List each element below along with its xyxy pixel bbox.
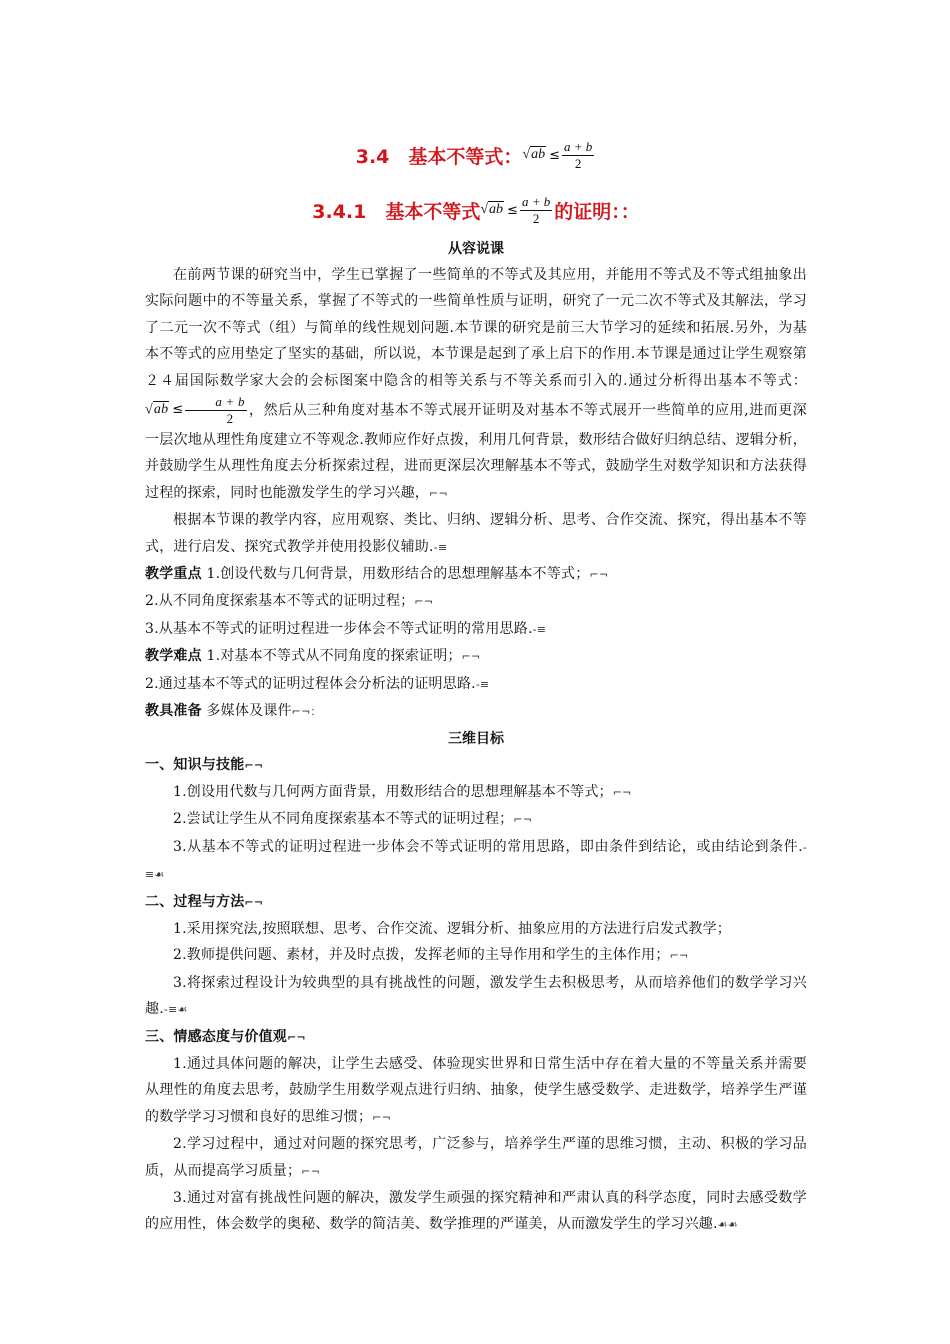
artifact-mark: ：	[310, 705, 322, 719]
tools-line	[145, 698, 807, 725]
artifact-mark: ⌐¬	[287, 1030, 306, 1044]
key-point-3	[145, 616, 807, 643]
difficulties-label: 教学难点	[145, 648, 202, 665]
paragraph-text: ，然后从三种角度对基本不等式展开证明及对基本不等式展开一些简单的应用,进而更深一层次地从理性角度建立不等观念.教师应作好点拨，利用几何背景，数形结合做好归纳总结、逻辑分析，并鼓励学生从理性角度去分析探索过程，进而更深层次理解基本不等式，鼓励学生对数学知识和方法获得过程的探索，同时也能激发学生的学习兴趣，	[145, 402, 807, 501]
tools-label: 教具准备	[145, 703, 202, 720]
artifact-mark: -≡	[475, 677, 490, 691]
goal1-item3	[145, 834, 807, 889]
difficulty-text: 2.通过基本不等式的证明过程体会分析法的证明思路.	[145, 675, 476, 692]
key-points-label: 教学重点	[145, 566, 202, 583]
artifact-mark: ⌐¬	[414, 595, 434, 609]
key-point-text: 1.创设代数与几何背景，用数形结合的思想理解基本不等式；	[206, 566, 590, 583]
goal-heading-text: 二、过程与方法	[145, 893, 245, 910]
leq-symbol: ≤	[172, 402, 184, 418]
fraction	[562, 139, 594, 172]
goal3-item1	[145, 1051, 807, 1131]
key-point-text: 2.从不同角度探索基本不等式的证明过程；	[145, 593, 415, 610]
paragraph-text: 在前两节课的研究当中，学生已掌握了一些简单的不等式及其应用，并能用不等式及不等式组抽象出实际问题中的不等量关系，掌握了不等式的一些简单性质与证明，研究了一元二次不等式及其解法，学习了二元一次不等式（组）与简单的线性规划问题.本节课的研究是前三大节学习的延续和拓展.另外，为基本不等式的应用垫定了坚实的基础，所以说，本节课是起到了承上启下的作用.本节课是通过让学生观察第２４届国际数学家大会的会标图案中隐含的相等关系与不等关系而引入的.通过分析得出基本不等式：	[145, 267, 807, 389]
goal1-item2	[145, 806, 807, 833]
goal-text: 3.将探索过程设计为较典型的具有挑战性的问题，激发学生去积极思考，从而培养他们的数学学习兴趣.	[145, 974, 807, 1018]
paragraph-text: 根据本节课的教学内容，应用观察、类比、归纳、逻辑分析、思考、合作交流、探究，得出基本不等式，进行启发、探究式教学并使用投影仪辅助.	[145, 512, 807, 555]
fraction	[520, 194, 552, 227]
fraction-numerator: a + b	[521, 193, 551, 209]
goal-text: 3.通过对富有挑战性问题的解决，激发学生顽强的探究精神和严肃认真的科学态度，同时去感受数学的应用性，体会数学的奥秘、数学的简洁美、数学推理的严谨美，从而激发学生的学习兴趣.	[145, 1190, 807, 1233]
key-point-text: 3.从基本不等式的证明过程进一步体会不等式证明的常用思路.	[145, 620, 533, 637]
artifact-mark: ⌐¬	[461, 650, 481, 664]
section-heading-goals: 三维目标	[448, 730, 504, 747]
artifact-mark: ⌐¬	[589, 568, 609, 582]
paragraph-intro	[145, 262, 807, 507]
key-point-1	[145, 561, 807, 588]
document-page	[145, 120, 807, 1239]
paragraph-method	[145, 507, 807, 561]
difficulty-text: 1.对基本不等式从不同角度的探索证明；	[206, 648, 462, 665]
artifact-mark: ⌐¬	[244, 758, 264, 772]
difficulty-1	[145, 643, 807, 670]
artifact-mark: ☙☙	[717, 1218, 738, 1232]
main-title-text: 3.4 基本不等式：	[355, 145, 523, 168]
fraction-numerator: a + b	[185, 394, 246, 411]
sub-title-text: 3.4.1 基本不等式	[312, 200, 481, 223]
goal-text: 2.教师提供问题、素材，并及时点拨，发挥老师的主导作用和学生的主体作用；	[173, 947, 670, 964]
goal-heading-text: 一、知识与技能	[145, 756, 245, 773]
artifact-mark: ⌐¬	[291, 705, 311, 719]
artifact-mark: -≡☙	[163, 1003, 188, 1017]
artifact-mark: ⌐¬	[612, 785, 632, 799]
sub-title	[145, 184, 807, 236]
goal-text: 2.学习过程中，通过对问题的探究思考，广泛参与，培养学生严谨的思维习惯，主动、积极的学习品质，从而提高学习质量；	[145, 1136, 807, 1179]
goal2-heading	[145, 889, 807, 916]
sub-title-suffix: 的证明：：	[554, 200, 640, 223]
section-heading-lecture: 从容说课	[448, 241, 504, 257]
goal-text: 1.创设用代数与几何两方面背景，用数形结合的思想理解基本不等式；	[173, 783, 613, 800]
goal1-item1	[145, 779, 807, 806]
leq-symbol: ≤	[549, 147, 560, 163]
artifact-mark: ⌐¬	[372, 1110, 392, 1124]
fraction	[185, 394, 246, 427]
goal3-heading	[145, 1024, 807, 1051]
goal-text: 2.尝试让学生从不同角度探索基本不等式的证明过程；	[173, 811, 514, 828]
artifact-mark: -≡☙	[145, 840, 807, 882]
sqrt-formula: √ab	[480, 202, 504, 217]
artifact-mark: ⌐¬	[669, 949, 689, 963]
fraction-numerator: a + b	[563, 138, 593, 154]
sqrt-formula: √ab	[522, 147, 546, 162]
artifact-mark: -≡	[532, 622, 547, 636]
artifact-mark: -≡	[433, 540, 448, 554]
goal3-item2	[145, 1131, 807, 1185]
goal2-item3	[145, 970, 807, 1024]
artifact-mark: ⌐¬	[301, 1164, 321, 1178]
difficulty-2	[145, 671, 807, 698]
fraction-denominator: 2	[532, 210, 540, 226]
goal3-item3	[145, 1185, 807, 1239]
artifact-mark: ⌐¬	[429, 486, 448, 500]
goal2-item1	[145, 916, 807, 942]
goal1-heading	[145, 752, 807, 779]
artifact-mark: ⌐¬	[244, 895, 264, 909]
leq-symbol: ≤	[507, 202, 518, 218]
goal2-item2	[145, 942, 807, 969]
fraction-denominator: 2	[574, 155, 582, 171]
goal-text: 1.通过具体问题的解决，让学生去感受、体验现实世界和日常生活中存在着大量的不等量关系并需要从理性的角度去思考，鼓励学生用数学观点进行归纳、抽象，使学生感受数学、走进数学，培养学生严谨的数学学习习惯和良好的思维习惯；	[145, 1055, 807, 1125]
sqrt-formula: √ab	[145, 402, 169, 418]
tools-text: 多媒体及课件	[206, 703, 292, 720]
main-title	[145, 126, 807, 184]
sqrt-arg: ab	[153, 402, 169, 418]
key-point-2	[145, 588, 807, 615]
artifact-mark: ⌐¬	[513, 813, 533, 827]
goal-heading-text: 三、情感态度与价值观	[145, 1028, 287, 1045]
goal-text: 1.采用探究法,按照联想、思考、合作交流、逻辑分析、抽象应用的方法进行启发式教学；	[173, 920, 732, 937]
sqrt-arg: ab	[531, 147, 546, 162]
fraction-denominator: 2	[226, 411, 234, 427]
sqrt-arg: ab	[489, 202, 504, 217]
goal-text: 3.从基本不等式的证明过程进一步体会不等式证明的常用思路，即由条件到结论，或由结论到条件.	[173, 838, 803, 855]
